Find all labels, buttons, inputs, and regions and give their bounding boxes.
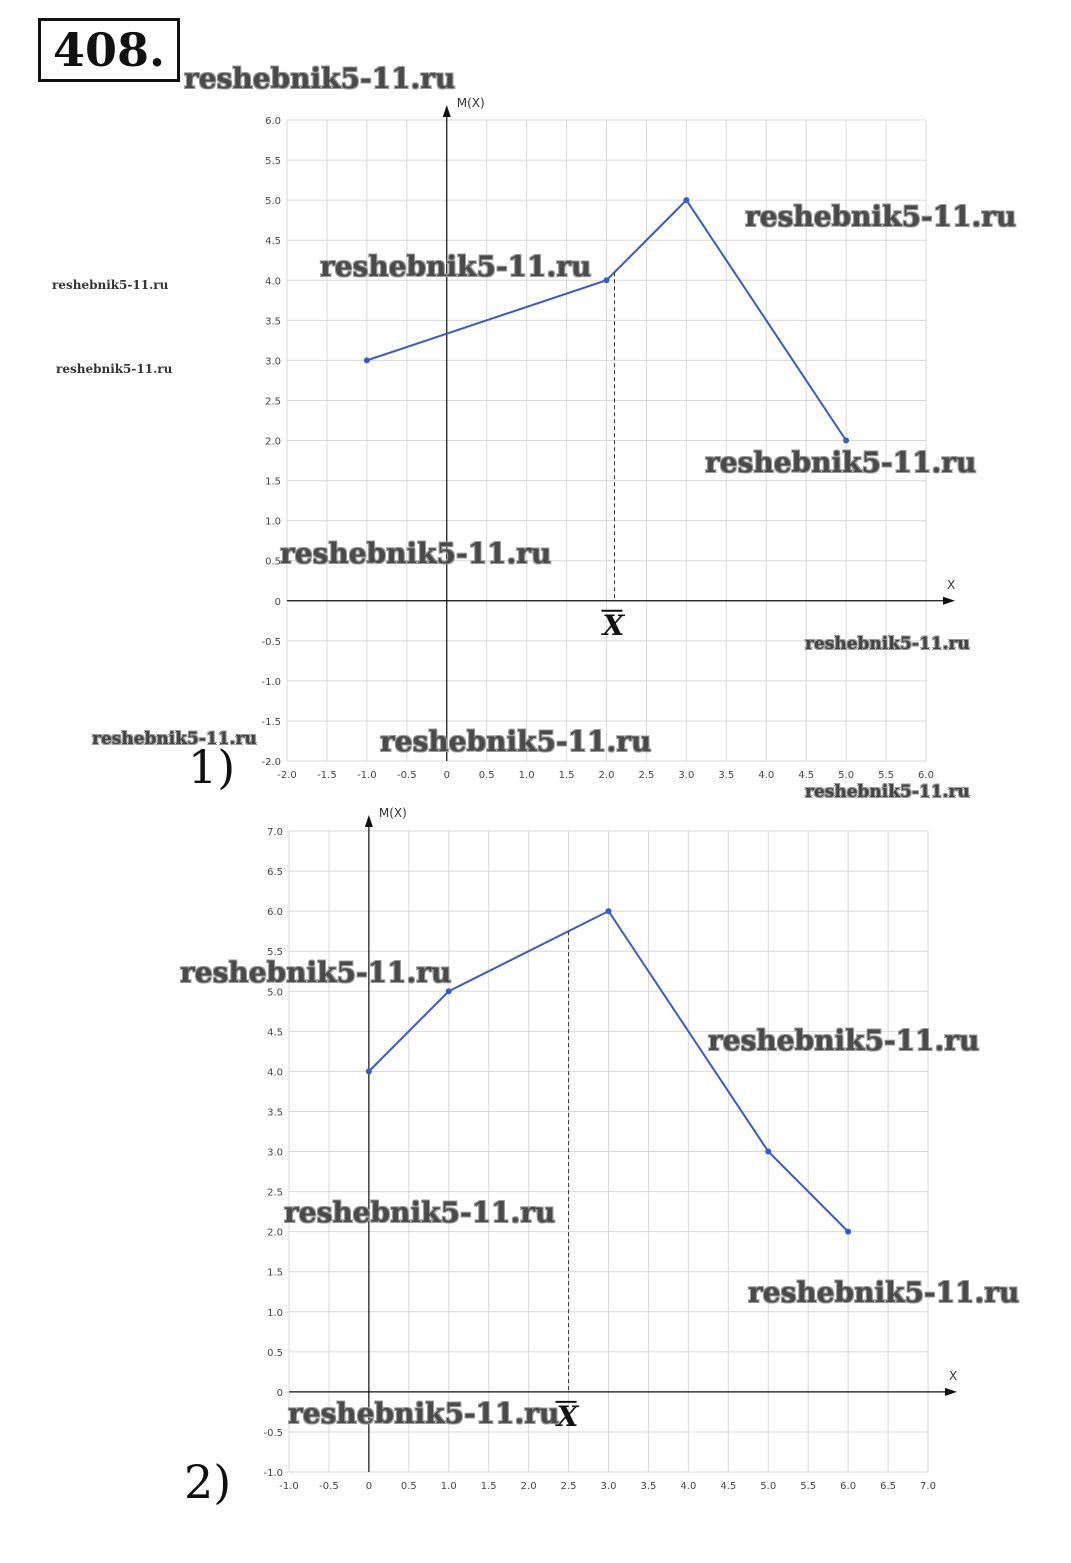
watermark: reshebnik5-11.ru [805,634,970,654]
x-tick-label: 3.0 [678,770,695,781]
y-tick-label: 4.5 [267,1027,283,1039]
y-tick-label: 4.0 [267,1067,283,1079]
watermark: reshebnik5-11.ru [92,729,257,749]
watermark: reshebnik5-11.ru [284,1196,556,1229]
part-label-2: 2) [184,1455,232,1509]
y-tick-label: 5.0 [267,987,283,999]
y-tick-label: -1.0 [263,1468,283,1479]
x-tick-label: 1.0 [518,770,535,781]
problem-number: 408. [38,18,180,82]
y-tick-label: -0.5 [263,1427,283,1439]
x-tick-label: 6.5 [880,1481,897,1492]
x-tick-label: 0.5 [478,770,495,781]
y-tick-label: 3.5 [265,316,281,328]
x-tick-label: 0 [443,770,450,781]
y-axis-label: M(X) [378,806,407,820]
y-tick-label: 3.0 [265,356,281,368]
x-tick-label: -1.5 [317,770,337,781]
y-tick-label: -1.5 [261,716,281,728]
x-tick-label: 3.5 [640,1481,657,1492]
x-tick-label: 2.5 [560,1481,577,1492]
x-tick-label: -1.0 [279,1481,299,1492]
y-tick-label: 0.5 [265,556,281,568]
data-point [446,988,452,994]
x-tick-label: -0.5 [319,1481,339,1492]
x-tick-label: 4.5 [798,770,815,781]
watermark: reshebnik5-11.ru [748,1276,1020,1309]
y-tick-label: -1.0 [261,676,281,688]
mean-label: X [556,1399,579,1433]
x-tick-label: 4.0 [680,1481,697,1492]
x-axis-label: X [947,577,956,592]
data-point [364,357,370,363]
data-point [845,1229,851,1235]
watermark: reshebnik5-11.ru [705,446,977,479]
y-tick-label: 3.0 [267,1147,283,1159]
x-axis-label: X [949,1368,958,1383]
y-axis-arrow [365,815,373,827]
x-tick-label: 6.0 [918,770,934,781]
part-label-1: 1) [188,740,236,794]
data-point [606,908,612,914]
x-tick-label: 1.0 [440,1481,457,1492]
y-tick-label: 7.0 [267,827,283,838]
x-tick-label: 2.5 [638,770,655,781]
y-tick-label: 0 [274,596,281,608]
x-tick-label: 5.0 [760,1481,777,1492]
data-point [843,438,849,444]
x-tick-label: 7.0 [920,1481,936,1492]
watermark: reshebnik5-11.ru [745,200,1017,233]
watermark: reshebnik5-11.ru [180,956,452,989]
watermark: reshebnik5-11.ru [184,62,456,95]
data-point [683,197,689,203]
watermark: reshebnik5-11.ru [280,537,552,570]
x-tick-label: -2.0 [277,770,297,781]
y-axis-label: M(X) [456,96,485,110]
y-tick-label: 1.0 [265,516,281,528]
y-tick-label: -2.0 [261,757,281,768]
y-tick-label: 5.5 [265,156,281,168]
x-tick-label: 0 [365,1481,373,1492]
y-tick-label: 0.5 [267,1347,283,1359]
x-tick-label: 5.0 [838,770,855,781]
x-tick-label: 4.5 [720,1481,737,1492]
x-tick-label: 3.0 [600,1481,617,1492]
y-tick-label: 6.0 [265,116,281,127]
x-tick-label: 3.5 [718,770,735,781]
y-tick-label: 1.5 [265,476,281,488]
y-tick-label: 2.0 [267,1227,283,1239]
y-tick-label: -0.5 [261,636,281,648]
mean-label: X [602,608,625,642]
y-tick-label: 0 [276,1387,283,1399]
x-axis-arrow [943,597,955,605]
y-tick-label: 2.0 [265,436,281,448]
x-tick-label: 4.0 [758,770,775,781]
x-tick-label: -0.5 [397,770,417,781]
x-tick-label: 2.0 [598,770,615,781]
x-tick-label: 6.0 [840,1481,857,1492]
watermark: reshebnik5-11.ru [805,782,970,802]
y-tick-label: 1.0 [267,1307,283,1319]
x-tick-label: -1.0 [357,770,377,781]
y-tick-label: 4.5 [265,236,281,248]
data-point [366,1068,372,1074]
watermark: reshebnik5-11.ru [320,250,592,283]
x-tick-label: 0.5 [400,1481,417,1492]
data-point [604,277,610,283]
y-tick-label: 4.0 [265,276,281,288]
watermark: reshebnik5-11.ru [288,1397,560,1430]
x-tick-label: 5.5 [878,770,895,781]
grid [289,831,928,1472]
watermark: reshebnik5-11.ru [56,362,173,376]
x-tick-label: 1.5 [480,1481,497,1492]
y-axis-arrow [443,105,451,117]
y-tick-label: 3.5 [267,1107,283,1119]
y-tick-label: 1.5 [267,1267,283,1279]
x-tick-label: 1.5 [558,770,575,781]
chart-1 [261,96,955,781]
y-tick-label: 6.0 [267,907,283,919]
y-tick-label: 2.5 [265,396,281,408]
watermark: reshebnik5-11.ru [52,278,169,292]
watermark: reshebnik5-11.ru [380,725,652,758]
x-tick-label: 5.5 [800,1481,817,1492]
x-axis-arrow [945,1388,957,1396]
chart-2 [263,806,957,1492]
y-tick-label: 6.5 [267,867,283,879]
y-tick-label: 2.5 [267,1187,283,1199]
y-tick-label: 5.0 [265,196,281,208]
data-point [765,1149,771,1155]
x-tick-label: 2.0 [520,1481,537,1492]
watermark: reshebnik5-11.ru [708,1024,980,1057]
y-tick-label: 5.5 [267,947,283,959]
